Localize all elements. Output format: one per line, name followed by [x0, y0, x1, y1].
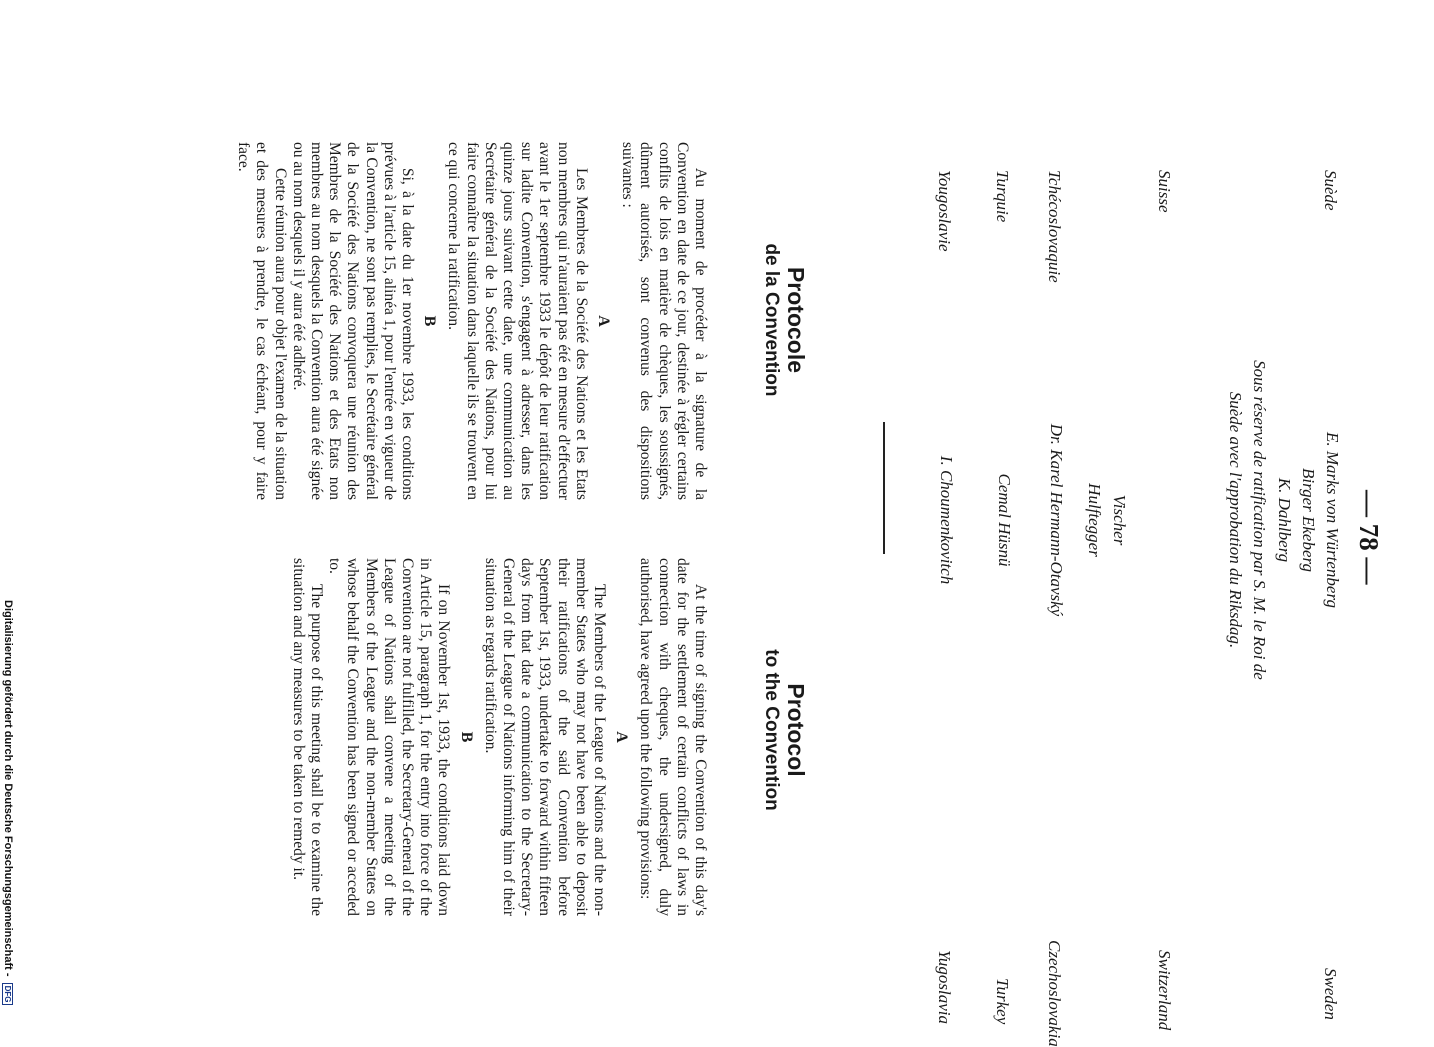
french-section-b-letter: B — [421, 315, 439, 327]
credit-text: Digitalisierung gefördert durch die Deutsche Forschungsgemeinschaft - — [2, 600, 14, 977]
country-fr: Turquie — [993, 170, 1012, 223]
english-column — [289, 558, 709, 916]
signer-name: I. Choumenkovitch — [937, 455, 956, 585]
digitization-credit — [0, 600, 20, 1003]
french-column — [234, 142, 709, 500]
english-intro: At the time of signing the Convention of this day's date for the settlement of certain conflicts of laws in connection with cheques, the undersigned, duly authorised, have agreed upon the following provisions: — [637, 558, 709, 916]
english-section-a-letter: A — [613, 731, 631, 743]
french-section-b-p2: Cette réunion aura pour objet l'examen de la situation et des mesures à prendre, le cas échéant, pour y faire face. — [235, 142, 289, 500]
signer-name: Suède avec l'approbation du Riksdag. — [1226, 391, 1245, 649]
french-section-b-p1: Si, à la date du 1er novembre 1933, les conditions prévues à l'article 15, alinéa 1, pour l'entrée en vigueur de la Convention, ne sont pas remplies, le Secrétaire général de la Société des Nations convoquera une réunion des Membres de la Société des Nations et des Etats non membres au nom desquels la Convention aura été signée ou au nom desquels il y aura été adhéré. — [289, 142, 416, 500]
page-number: — 78 — — [1354, 490, 1384, 585]
english-subtitle: to the Convention — [761, 649, 782, 811]
country-fr: Yougoslavie — [935, 170, 954, 252]
signature-switzerland — [1150, 170, 1176, 1031]
country-fr: Tchécoslovaquie — [1045, 170, 1064, 283]
credit-text-wrap — [0, 600, 14, 1003]
signer-name: Sous réserve de ratification par S. M. le Roi de — [1250, 360, 1269, 680]
french-subtitle: de la Convention — [761, 243, 782, 397]
french-section-a-letter: A — [594, 315, 612, 327]
french-title: Protocole — [783, 266, 809, 374]
french-intro: Au moment de procéder à la signature de la Convention en date de ce jour, destinée à régler certains conflits de lois en matière de chèques, les soussignés, dûment autorisés, sont convenus des dispositions suivantes : — [619, 142, 709, 500]
signature-divider — [883, 422, 885, 554]
english-heading — [760, 610, 809, 850]
english-section-a: The Members of the League of Nations and the non-member States who may not have been able to deposit their ratifications of the said Convention before September 1st, 1933, undertake to forward within fifteen days from that date a communication to the Secretary-General of the League of Nations informing him of their situation as regards ratification. — [481, 558, 608, 916]
signer-name: K. Dahlberg — [1275, 477, 1294, 563]
country-en: Switzerland — [1155, 950, 1174, 1031]
country-en: Yugoslavia — [935, 950, 954, 1025]
french-section-a: Les Membres de la Société des Nations et les Etats non membres qui n'auraient pas été en mesure d'effectuer avant le 1er septembre 1933 le dépôt de leur ratification sur ladite Convention, s'engagent à adresser, dans les quinze jours suivant cette date, une communication au Secrétaire général de la Société des Nations, pour lui faire connaître la situation dans laquelle ils se trouvent en ce qui concerne la ratification. — [445, 142, 590, 500]
country-fr: Suisse — [1155, 170, 1174, 213]
country-en: Sweden — [1321, 968, 1340, 1020]
signer-name: E. Marks von Würtenberg — [1323, 432, 1342, 608]
english-section-b-p2: The purpose of this meeting shall be to examine the situation and any measures to be taken to remedy it. — [289, 558, 325, 916]
french-heading — [760, 200, 809, 440]
country-en: Czechoslovakia — [1045, 940, 1064, 1047]
signer-name: Cemal Hüsnü — [995, 473, 1014, 567]
signer-name: Birger Ekeberg — [1299, 467, 1318, 572]
english-section-b-letter: B — [457, 731, 475, 743]
signer-name: Dr. Karel Hermann-Otavský — [1047, 423, 1066, 617]
signer-name: Hulftegger — [1085, 483, 1104, 557]
country-en: Turkey — [993, 978, 1012, 1025]
country-fr: Suède — [1321, 170, 1340, 211]
english-section-b-p1: If on November 1st, 1933, the conditions laid down in Article 15, paragraph 1, for the entry into force of the Convention are not fulfilled, the Secretary-General of the League of Nations shall convene a meeting of the Members of the League and the non-member States on whose behalf the Convention has been signed or acceded to. — [326, 558, 453, 916]
dfg-logo: DFG — [2, 983, 13, 1006]
english-title: Protocol — [783, 683, 809, 777]
signer-name: Vischer — [1110, 494, 1129, 546]
